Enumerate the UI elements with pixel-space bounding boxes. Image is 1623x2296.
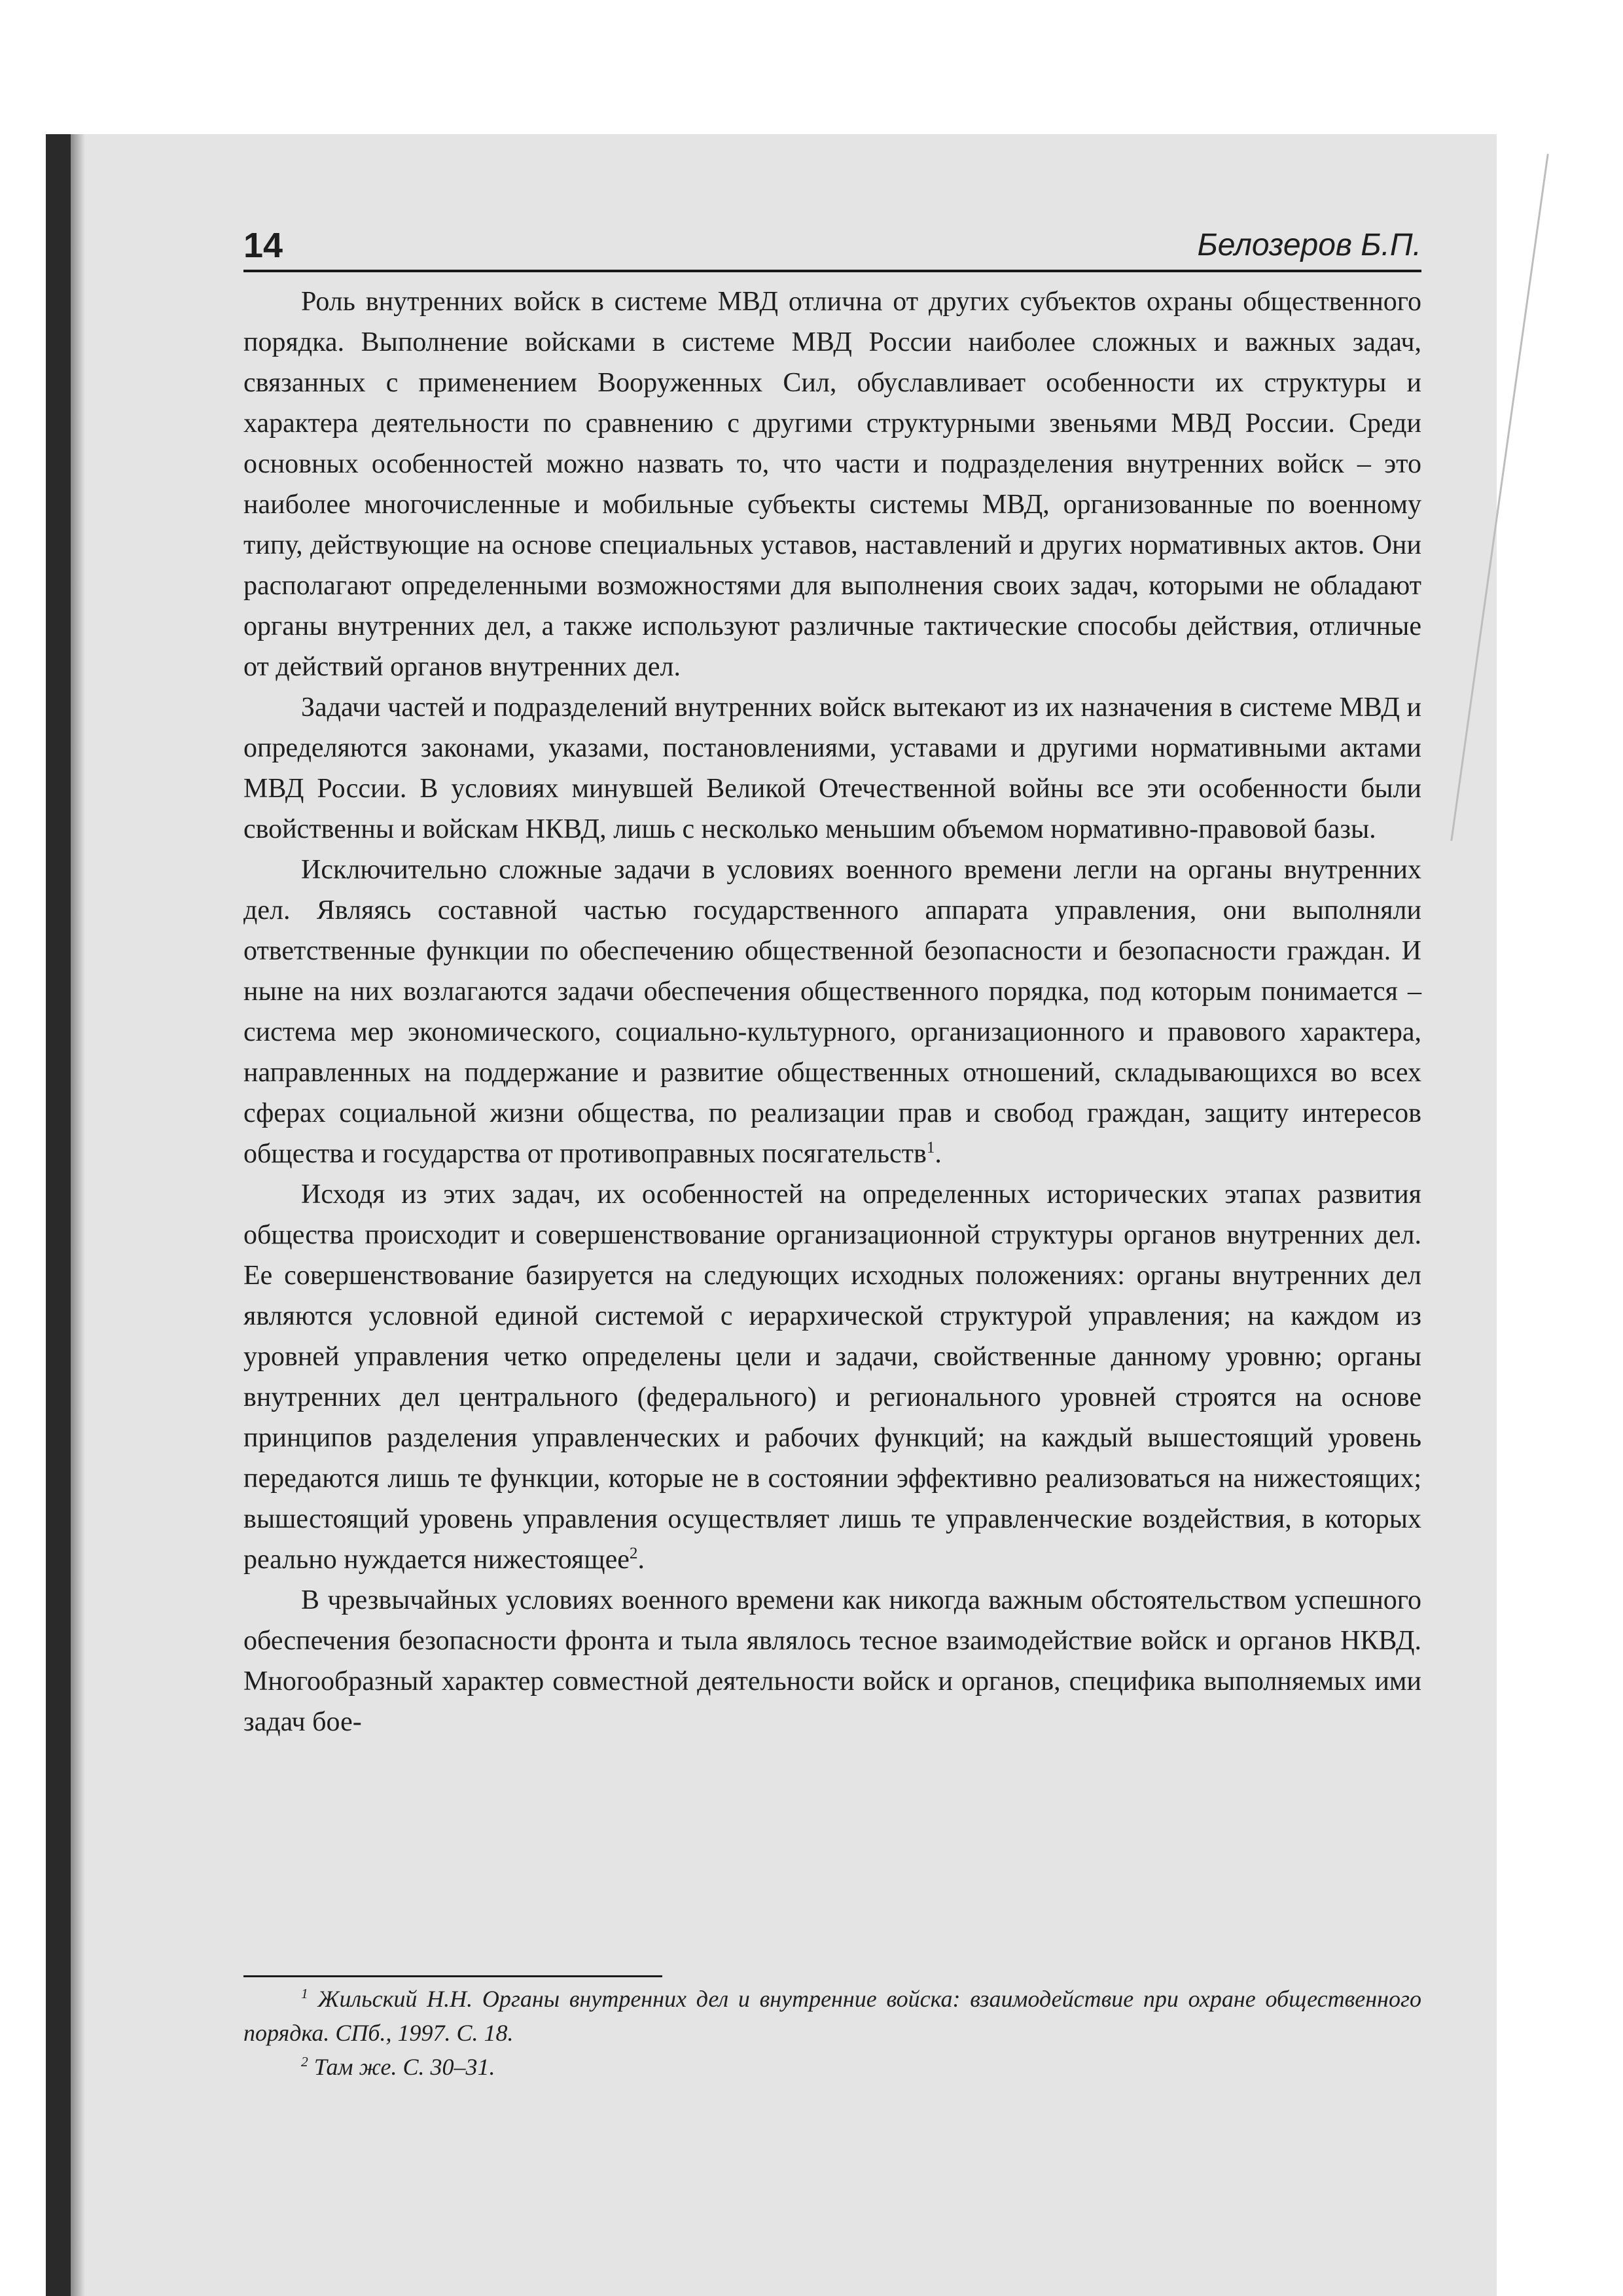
paragraph-end: . xyxy=(935,1139,942,1169)
paragraph-text: Исходя из этих задач, их особенностей на определенных исторических этапах развития общества происходит и совершенствование организационной структуры органов внутренних дел. Ее совершенствование базируется на следующих исходных положениях: органы внутренних дел являются условной единой системой с иерархической структурой управления; на каждом из уровней управления четко определены цели и задачи, свойственные данному уровню; органы внутренних дел центрального (федерального) и регионального уровней строятся на основе принципов разделения управленческих и рабочих функций; на каждый вышестоящий уровень передаются лишь те функции, которые не в состоянии эффективно реализоваться на нижестоящих; вышестоящий уровень управления осуществляет лишь те управленческие воздействия, в которых реально нуждается нижестоящее xyxy=(243,1179,1421,1575)
footnote-ref: 2 xyxy=(629,1545,638,1562)
footnote-text: Жильский Н.Н. Органы внутренних дел и внутренние войска: взаимодействие при охране общественного порядка. СПб., 1997. С. 18. xyxy=(243,1986,1422,2046)
binding-shadow xyxy=(71,134,85,2296)
footnote-mark: 2 xyxy=(301,2054,308,2070)
paragraph-end: . xyxy=(637,1545,645,1575)
footnote xyxy=(243,2050,1421,2084)
paragraph: Задачи частей и подразделений внутренних войск вытекают из их назначения в системе МВД и определяются законами, указами, постановлениями, уставами и другими нормативными актами МВД России. В условиях минувшей Великой Отечественной войны все эти особенности были свойственны и войскам НКВД, лишь с несколько меньшим объемом нормативно-правовой базы. xyxy=(243,692,1421,844)
paragraph: В чрезвычайных условиях военного времени как никогда важным обстоятельством успешного обеспечения безопасности фронта и тыла являлось тесное взаимодействие войск и органов НКВД. Многообразный характер совместной деятельности войск и органов, специфика выполняемых ими задач бое- xyxy=(243,1585,1421,1737)
body-text xyxy=(243,281,1421,1742)
footnote-separator xyxy=(243,1975,662,1977)
footnote-mark: 1 xyxy=(301,1986,308,2001)
footnote-text: Там же. С. 30–31. xyxy=(313,2054,495,2080)
book-binding-edge xyxy=(46,134,71,2296)
footnote-ref: 1 xyxy=(926,1139,935,1157)
paragraph-text: Исключительно сложные задачи в условиях военного времени легли на органы внутренних дел. Являясь составной частью государственного аппарата управления, они выполняли ответственные функции по обеспечению общественной безопасности и безопасности граждан. И ныне на них возлагаются задачи обеспечения общественного порядка, под которым понимается – система мер экономического, социально-культурного, организационного и правового характера, направленных на поддержание и развитие общественных отношений, складывающихся во всех сферах социальной жизни общества, по реализации прав и свобод граждан, защиту интересов общества и государства от противоправных посягательств xyxy=(243,855,1421,1169)
paragraph xyxy=(243,850,1421,1174)
page-number: 14 xyxy=(243,226,283,265)
paragraph: Роль внутренних войск в системе МВД отлична от других субъектов охраны общественного порядка. Выполнение войсками в системе МВД России наиболее сложных и важных задач, связанных с применением Вооруженных Сил, обуславливает особенности их структуры и характера деятельности по сравнению с другими структурными звеньями МВД России. Среди основных особенностей можно назвать то, что части и подразделения внутренних войск – это наиболее многочисленные и мобильные субъекты системы МВД, организованные по военному типу, действующие на основе специальных уставов, наставлений и других нормативных актов. Они располагают определенными возможностями для выполнения своих задач, которыми не обладают органы внутренних дел, а также используют различные тактические способы действия, отличные от действий органов внутренних дел. xyxy=(243,287,1421,682)
paragraph xyxy=(243,1174,1421,1580)
running-head-author: Белозеров Б.П. xyxy=(1197,228,1421,262)
footnote xyxy=(243,1982,1421,2050)
running-head xyxy=(243,223,1421,272)
footnotes xyxy=(243,1982,1421,2084)
